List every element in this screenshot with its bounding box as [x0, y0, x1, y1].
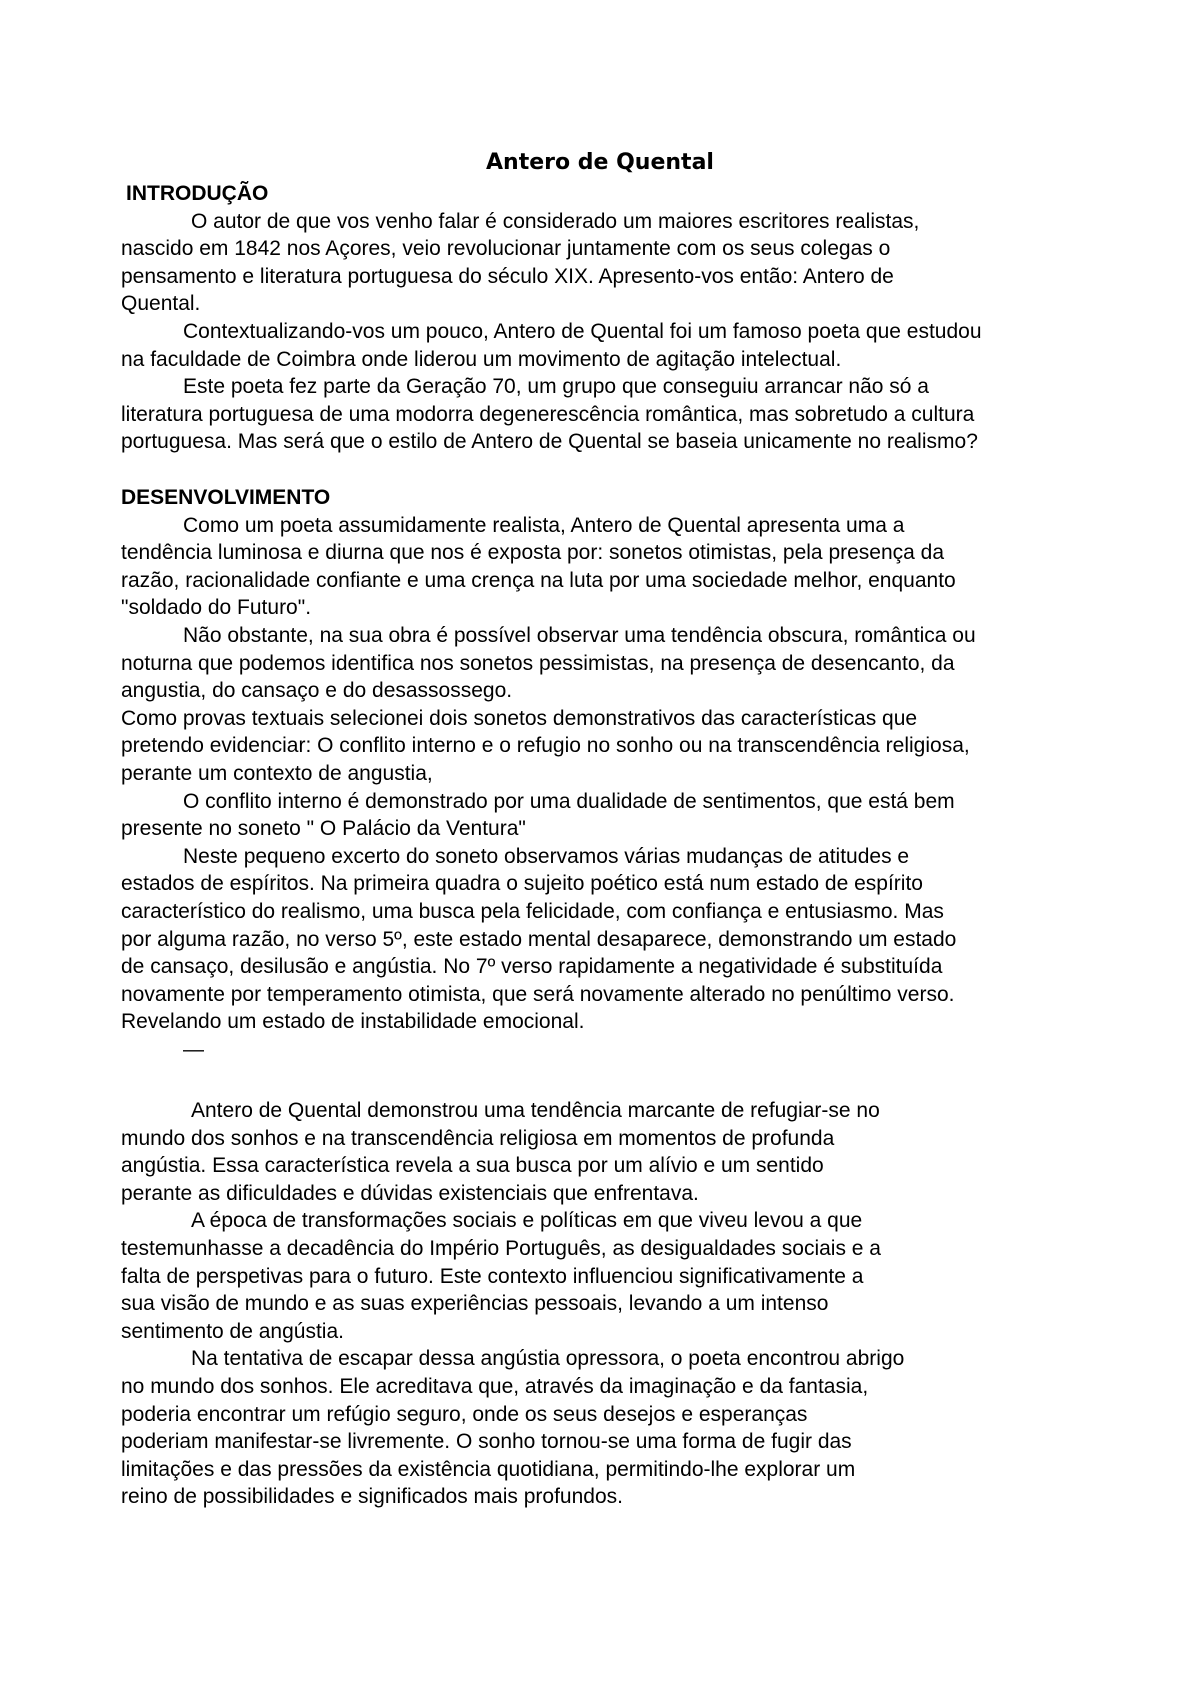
paragraph-line: Este poeta fez parte da Geração 70, um grupo que conseguiu arrancar não só a	[183, 375, 929, 399]
paragraph-line: angústia. Essa característica revela a sua busca por um alívio e um sentido	[121, 1154, 824, 1178]
paragraph-line: O autor de que vos venho falar é considerado um maiores escritores realistas,	[191, 209, 920, 233]
paragraph-line: tendência luminosa e diurna que nos é exposta por: sonetos otimistas, pela presença da	[121, 541, 945, 565]
heading-desenvolvimento: DESENVOLVIMENTO	[121, 486, 331, 509]
paragraph-line: Contextualizando-vos um pouco, Antero de Quental foi um famoso poeta que estudou	[183, 319, 982, 343]
paragraph-line: Neste pequeno excerto do soneto observamos várias mudanças de atitudes e	[183, 844, 910, 868]
paragraph-line: Na tentativa de escapar dessa angústia opressora, o poeta encontrou abrigo	[191, 1347, 905, 1371]
paragraph-line: Revelando um estado de instabilidade emocional.	[121, 1010, 585, 1034]
paragraph-line: novamente por temperamento otimista, que será novamente alterado no penúltimo verso.	[121, 982, 955, 1006]
section-introducao	[121, 180, 982, 456]
paragraph-line: testemunhasse a decadência do Império Português, as desigualdades sociais e a	[121, 1236, 881, 1260]
paragraph-line: Antero de Quental demonstrou uma tendência marcante de refugiar-se no	[191, 1099, 880, 1122]
paragraph-line: limitações e das pressões da existência quotidiana, permitindo-lhe explorar um	[121, 1457, 856, 1481]
paragraph-line: razão, racionalidade confiante e uma crença na luta por uma sociedade melhor, enquanto	[121, 568, 956, 592]
paragraph-line: estados de espíritos. Na primeira quadra o sujeito poético está num estado de espírito	[121, 872, 923, 896]
paragraph-line: Quental.	[121, 292, 201, 316]
paragraph-line: noturna que podemos identifica nos sonetos pessimistas, na presença de desencanto, da	[121, 651, 955, 675]
paragraph-line: O conflito interno é demonstrado por uma dualidade de sentimentos, que está bem	[183, 789, 955, 813]
paragraph-line: poderiam manifestar-se livremente. O sonho tornou-se uma forma de fugir das	[121, 1430, 852, 1454]
paragraph-line: presente no soneto " O Palácio da Ventura"	[121, 817, 526, 841]
paragraph-line: portuguesa. Mas será que o estilo de Antero de Quental se baseia unicamente no realismo?	[121, 430, 978, 454]
paragraph-line: angustia, do cansaço e do desassossego.	[121, 679, 513, 703]
paragraph-line: de cansaço, desilusão e angústia. No 7º verso rapidamente a negatividade é substituída	[121, 955, 943, 979]
paragraph-line: Como provas textuais selecionei dois sonetos demonstrativos das características que	[121, 706, 918, 730]
paragraph-line: mundo dos sonhos e na transcendência religiosa em momentos de profunda	[121, 1126, 835, 1150]
paragraph-line: poderia encontrar um refúgio seguro, onde os seus desejos e esperanças	[121, 1402, 808, 1426]
paragraph-line: pretendo evidenciar: O conflito interno e o refugio no sonho ou na transcendência religiosa,	[121, 734, 970, 758]
paragraph-line: nascido em 1842 nos Açores, veio revolucionar juntamente com os seus colegas o	[121, 237, 891, 261]
paragraph-line: Como um poeta assumidamente realista, Antero de Quental apresenta uma a	[183, 513, 905, 537]
paragraph-line: perante as dificuldades e dúvidas existenciais que enfrentava.	[121, 1181, 699, 1205]
paragraph-line: literatura portuguesa de uma modorra degenerescência romântica, mas sobretudo a cultura	[121, 402, 975, 426]
paragraph-line: Não obstante, na sua obra é possível observar uma tendência obscura, romântica ou	[183, 623, 976, 647]
paragraph-line: reino de possibilidades e significados mais profundos.	[121, 1485, 623, 1509]
paragraph-line: característico do realismo, uma busca pela felicidade, com confiança e entusiasmo. Mas	[121, 899, 944, 923]
section-continuacao	[121, 1097, 904, 1511]
paragraph-line: pensamento e literatura portuguesa do século XIX. Apresento-vos então: Antero de	[121, 264, 894, 288]
paragraph-line: no mundo dos sonhos. Ele acreditava que, através da imaginação e da fantasia,	[121, 1374, 869, 1398]
paragraph-line: sentimento de angústia.	[121, 1319, 344, 1343]
paragraph-line: "soldado do Futuro".	[121, 596, 312, 620]
paragraph-line: na faculdade de Coimbra onde liderou um movimento de agitação intelectual.	[121, 347, 842, 371]
paragraph-line: perante um contexto de angustia,	[121, 761, 433, 785]
paragraph-line: A época de transformações sociais e políticas em que viveu levou a que	[191, 1209, 863, 1233]
paragraph-line: sua visão de mundo e as suas experiências pessoais, levando a um intenso	[121, 1292, 829, 1316]
document-title: Antero de Quental	[486, 150, 714, 175]
heading-introducao: INTRODUÇÃO	[126, 182, 269, 205]
separator-dash: —	[183, 1037, 204, 1061]
section-desenvolvimento	[121, 484, 976, 1063]
paragraph-line: falta de perspetivas para o futuro. Este contexto influenciou significativamente a	[121, 1264, 864, 1288]
paragraph-line: por alguma razão, no verso 5º, este estado mental desaparece, demonstrando um estado	[121, 927, 957, 951]
